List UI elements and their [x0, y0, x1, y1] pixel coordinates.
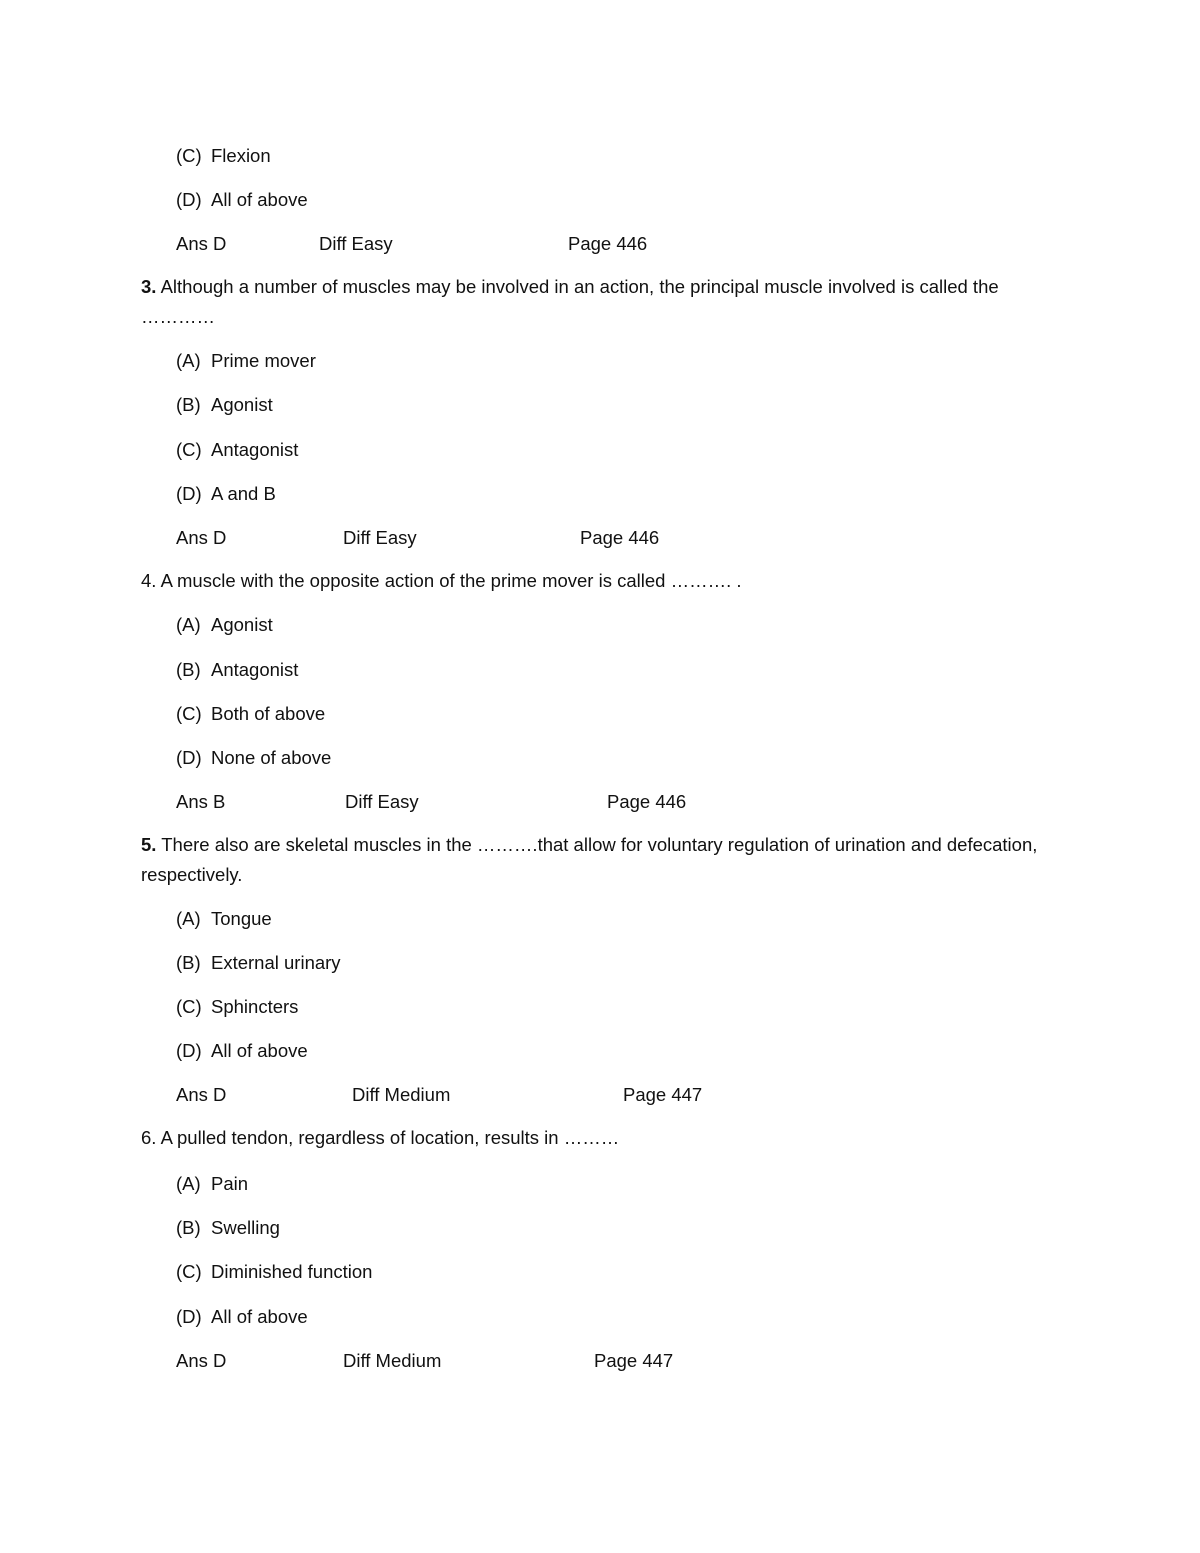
option-d [176, 747, 331, 769]
option-text: Antagonist [211, 439, 299, 460]
option-text: External urinary [211, 952, 341, 973]
option-letter: (C) [176, 1261, 202, 1282]
question-number: 4. [141, 570, 157, 591]
option-c [176, 145, 271, 167]
option-letter: (A) [176, 1173, 201, 1194]
option-text: A and B [211, 483, 276, 504]
page-reference: Page 447 [594, 1350, 674, 1371]
option-a [176, 614, 273, 636]
option-letter: (B) [176, 1217, 201, 1238]
option-text: Both of above [211, 703, 326, 724]
difficulty-label: Diff Medium [343, 1350, 442, 1371]
question-number: 6. [141, 1127, 157, 1148]
option-a [176, 908, 272, 930]
option-d [176, 483, 276, 505]
answer-row [176, 1084, 876, 1106]
answer-label: Ans B [176, 791, 226, 812]
option-letter: (C) [176, 439, 202, 460]
option-c [176, 439, 298, 461]
option-c [176, 1261, 372, 1283]
option-b [176, 952, 341, 974]
option-c [176, 996, 298, 1018]
option-letter: (C) [176, 703, 202, 724]
option-b [176, 1217, 280, 1239]
option-letter: (D) [176, 1040, 202, 1061]
option-b [176, 394, 273, 416]
option-a [176, 350, 316, 372]
answer-row [176, 1350, 876, 1372]
option-text: None of above [211, 747, 332, 768]
option-a [176, 1173, 248, 1195]
page-reference: Page 446 [580, 527, 660, 548]
option-letter: (A) [176, 614, 201, 635]
option-letter: (C) [176, 145, 202, 166]
question-text: A pulled tendon, regardless of location, results in ……… [160, 1127, 620, 1148]
option-letter: (D) [176, 483, 202, 504]
question-4 [141, 566, 1041, 596]
option-text: Flexion [211, 145, 271, 166]
answer-row [176, 791, 876, 813]
difficulty-label: Diff Medium [352, 1084, 451, 1105]
question-text: Although a number of muscles may be involved in an action, the principal muscle involved is called the ………… [141, 276, 999, 327]
question-number: 3. [141, 276, 157, 297]
question-text: A muscle with the opposite action of the prime mover is called ………. . [160, 570, 742, 591]
option-text: Prime mover [211, 350, 316, 371]
page-reference: Page 446 [607, 791, 687, 812]
option-letter: (B) [176, 659, 201, 680]
answer-row [176, 233, 876, 255]
option-b [176, 659, 298, 681]
difficulty-label: Diff Easy [319, 233, 393, 254]
answer-label: Ans D [176, 527, 227, 548]
option-letter: (D) [176, 189, 202, 210]
option-letter: (B) [176, 952, 201, 973]
option-text: Diminished function [211, 1261, 373, 1282]
answer-row [176, 527, 876, 549]
page-reference: Page 447 [623, 1084, 703, 1105]
option-text: Pain [211, 1173, 249, 1194]
question-3 [141, 272, 1041, 332]
option-letter: (A) [176, 350, 201, 371]
option-letter: (D) [176, 747, 202, 768]
answer-label: Ans D [176, 233, 227, 254]
option-text: Sphincters [211, 996, 299, 1017]
option-text: Agonist [211, 394, 273, 415]
option-letter: (C) [176, 996, 202, 1017]
option-letter: (D) [176, 1306, 202, 1327]
option-text: All of above [211, 1040, 308, 1061]
question-5 [141, 830, 1041, 890]
difficulty-label: Diff Easy [345, 791, 419, 812]
option-letter: (A) [176, 908, 201, 929]
option-text: All of above [211, 1306, 308, 1327]
option-text: All of above [211, 189, 308, 210]
difficulty-label: Diff Easy [343, 527, 417, 548]
option-letter: (B) [176, 394, 201, 415]
option-c [176, 703, 325, 725]
option-text: Swelling [211, 1217, 280, 1238]
question-number: 5. [141, 834, 157, 855]
question-text: There also are skeletal muscles in the ……….that allow for voluntary regulation of urination and defecation, respectively. [141, 834, 1038, 885]
question-6 [141, 1123, 1041, 1153]
answer-label: Ans D [176, 1084, 227, 1105]
answer-label: Ans D [176, 1350, 227, 1371]
option-d [176, 189, 308, 211]
page-reference: Page 446 [568, 233, 648, 254]
option-d [176, 1306, 308, 1328]
option-text: Tongue [211, 908, 272, 929]
option-d [176, 1040, 308, 1062]
option-text: Agonist [211, 614, 273, 635]
option-text: Antagonist [211, 659, 299, 680]
